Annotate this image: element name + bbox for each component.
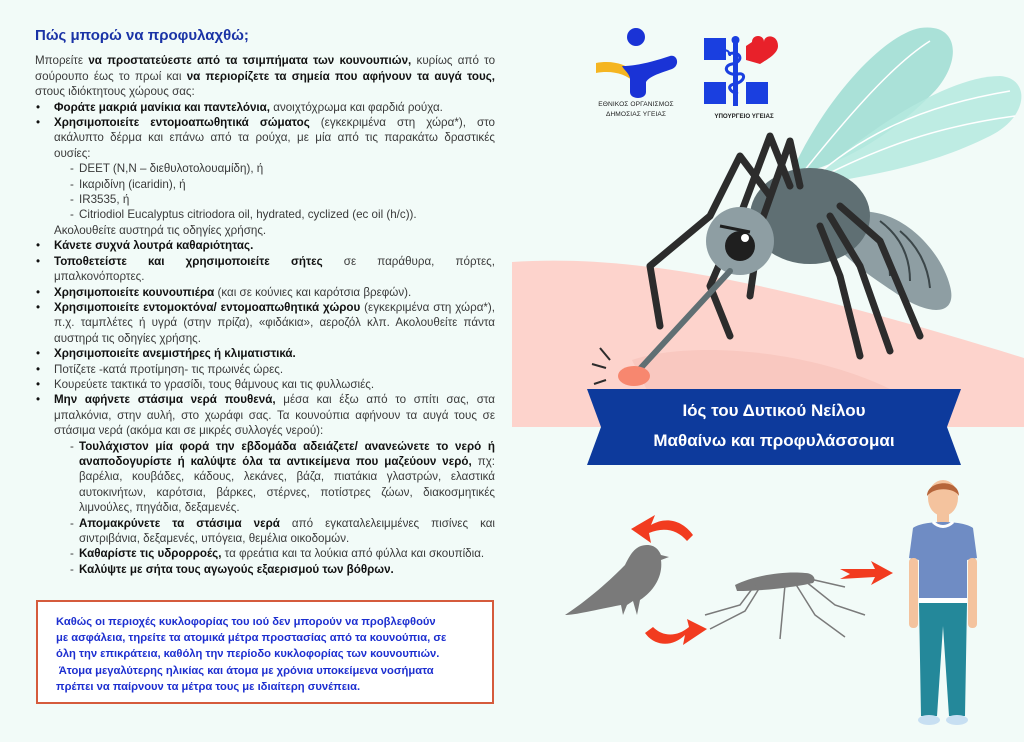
sub-text: από εγκαταλελειμμένες πισίνες και σιντριβάνια, δεξαμενές, υπόγεια, θεμέλια οικοδομών.	[79, 516, 495, 545]
curved-arrow-bottom-icon	[645, 619, 707, 645]
usage-note: Ακολουθείτε αυστηρά τις οδηγίες χρήσης.	[54, 223, 267, 237]
item-text: ανοιχτόχρωμα και φαρδιά ρούχα.	[270, 100, 443, 114]
list-item	[35, 285, 495, 300]
sub-item-text: Ικαριδίνη (icaridin), ή	[79, 177, 186, 191]
list-item	[35, 238, 495, 253]
dash: -	[70, 177, 74, 191]
list-item	[35, 100, 495, 115]
bite-lines	[592, 348, 610, 384]
intro-bold-1: να προστατεύεστε από τα τσιμπήματα των κουνουπιών,	[88, 54, 412, 68]
item-bold: Χρησιμοποιείτε εντομοαπωθητικά σώματος	[54, 116, 310, 130]
intro-text-1: Μπορείτε	[35, 54, 89, 68]
water-sub-item	[35, 546, 495, 561]
item-text: μέσα και έξω από το σπίτι σας, στα μπαλκόνια, στην αυλή, στο χωράφι σας. Τα κουνούπια αφήνουν τα αυγά τους σε στάσιμα νερά (ακόμα και σε μικρές συλλογές νερού):	[54, 393, 495, 438]
dash: -	[70, 208, 74, 222]
item-text: (εγκεκριμένα στη χώρα*), στο ακάλυπτο δέρμα και επάνω από τα ρούχα, με μία από τις παρακάτω δραστικές ουσίες:	[54, 116, 495, 160]
sub-item	[35, 177, 495, 192]
eody-line-1: ΕΘΝΙΚΟΣ ΟΡΓΑΝΙΣΜΟΣ	[598, 101, 674, 108]
sub-bold: Καθαρίστε τις υδρορροές,	[79, 547, 222, 561]
notice-line: Καθώς οι περιοχές κυκλοφορίας του ιού δεν μπορούν να προβλεφθούν	[56, 616, 436, 628]
sub-bold: Τουλάχιστον μία φορά την εβδομάδα αδειάζετε/ ανανεώνετε το νερό ή αναποδογυρίστε ή καλύψτε όλα τα αντικείμενα που μαζεύουν νερό,	[79, 439, 495, 468]
eody-line-2: ΔΗΜΟΣΙΑΣ ΥΓΕΙΑΣ	[605, 111, 667, 118]
dash: -	[70, 547, 74, 561]
list-item	[35, 377, 495, 392]
sub-item	[35, 161, 495, 176]
notice-box	[36, 600, 494, 704]
mosquito-silhouette-icon	[705, 573, 865, 640]
person-illustration	[905, 476, 981, 728]
notice-line: όλη την επικράτεια, καθόλη την περίοδο κυκλοφορίας των κουνουπιών.	[56, 648, 440, 661]
sub-bold: Καλύψτε με σήτα τους αγωγούς εξαερισμού των βόθρων.	[79, 562, 394, 576]
sub-item-text: DEET (N,N – διεθυλοτολουαμίδη), ή	[79, 162, 264, 176]
dash: -	[70, 162, 74, 176]
item-text: Κουρεύετε τακτικά το γρασίδι, τους θάμνους και τις φυλλωσιές.	[54, 377, 375, 391]
sub-item-text: IR3535, ή	[79, 193, 130, 207]
prevention-text-column	[35, 28, 495, 577]
sub-item	[35, 207, 495, 222]
intro-bold-2: να περιορίζετε τα σημεία που αφήνουν τα αυγά τους,	[186, 69, 495, 83]
item-bold: Χρησιμοποιείτε εντομοκτόνα/ εντομοαπωθητικά χώρου	[54, 300, 361, 314]
dash: -	[70, 562, 74, 576]
item-bold: Χρησιμοποιείτε ανεμιστήρες ή κλιματιστικά.	[54, 347, 296, 361]
list-item	[35, 300, 495, 346]
item-bold: Τοποθετείστε και χρησιμοποιείτε σήτες	[54, 254, 323, 268]
sub-text: τα φρεάτια και τα λούκια από φύλλα και σκουπίδια.	[221, 547, 485, 561]
intro-text-3: στους ιδιόκτητους χώρους σας:	[35, 85, 195, 99]
item-text: Ποτίζετε -κατά προτίμηση- τις πρωινές ώρες.	[54, 362, 284, 376]
notice-line: με ασφάλεια, τηρείτε τα ατομικά μέτρα προστασίας από τα κουνούπια, σε	[56, 632, 447, 645]
water-sub-item	[35, 439, 495, 516]
item-bold: Χρησιμοποιείτε κουνουπιέρα	[54, 285, 215, 299]
banner-line-1: Ιός του Δυτικού Νείλου	[682, 401, 866, 420]
sub-item	[35, 192, 495, 207]
water-sub-item	[35, 562, 495, 577]
arrow-right-icon	[840, 561, 893, 585]
mosquito-biting-illustration	[590, 26, 1024, 386]
item-bold: Φοράτε μακριά μανίκια και παντελόνια,	[54, 100, 271, 114]
section-title: Πώς μπορώ να προφυλαχθώ;	[35, 27, 249, 44]
sub-item-text: Citriodiol Eucalyptus citriodora oil, hydrated, cyclized (ec oil (h/c)).	[79, 208, 417, 222]
banner-title	[600, 396, 948, 456]
item-text: σε παράθυρα, πόρτες, μπαλκονόπορτες.	[54, 254, 495, 284]
dash: -	[70, 193, 74, 207]
sub-text: πχ: βαρέλια, κουβάδες, κάδους, λεκάνες, βάζα, πιατάκια γλαστρών, ελαστικά αυτοκινήτων, καρότσια, βάρκες, στέρνες, ποτίστρες ζώων, διακοσμητικές λιμνούλες, πηγάδια, δεξαμενές.	[79, 454, 495, 515]
item-bold: Μην αφήνετε στάσιμα νερά πουθενά,	[54, 393, 276, 407]
transmission-cycle-illustration	[555, 505, 895, 655]
curved-arrow-top-icon	[631, 515, 693, 543]
notice-line: Άτομα μεγαλύτερης ηλικίας και άτομα με χρόνια υποκείμενα νοσήματα	[56, 664, 434, 677]
item-bold: Κάνετε συχνά λουτρά καθαριότητας.	[54, 239, 254, 253]
item-text: (και σε κούνιες και καρότσια βρεφών).	[214, 285, 412, 299]
sub-bold: Απομακρύνετε τα στάσιμα νερά	[79, 516, 280, 530]
list-item	[35, 254, 495, 285]
list-item	[35, 346, 495, 361]
notice-line: πρέπει να παίρνουν τα μέτρα τους με ιδιαίτερη συνέπεια.	[56, 680, 361, 693]
ministry-logo-text: ΥΠΟΥΡΓΕΙΟ ΥΓΕΙΑΣ	[714, 113, 774, 120]
banner-line-2: Μαθαίνω και προφυλάσσομαι	[653, 431, 895, 450]
intro-text-2: κυρίως από το σούρουπο έως το πρωί και	[35, 54, 496, 83]
intro-paragraph	[35, 53, 495, 99]
water-sub-item	[35, 516, 495, 547]
prevention-list	[35, 100, 495, 578]
dash: -	[70, 516, 74, 530]
list-item	[35, 392, 495, 438]
mosquito-wings	[790, 27, 1021, 186]
bird-icon	[565, 545, 669, 615]
item-text: (εγκεκριμένα στη χώρα*), π.χ. ταμπλέτες ή υγρά (στην πρίζα), «φιδάκια», αεροζόλ κλπ. Ακολουθείτε πάντα αυστηρά τις οδηγίες χρήσης.	[54, 300, 495, 345]
list-item	[35, 362, 495, 377]
dash: -	[70, 439, 74, 453]
list-item	[35, 115, 495, 161]
